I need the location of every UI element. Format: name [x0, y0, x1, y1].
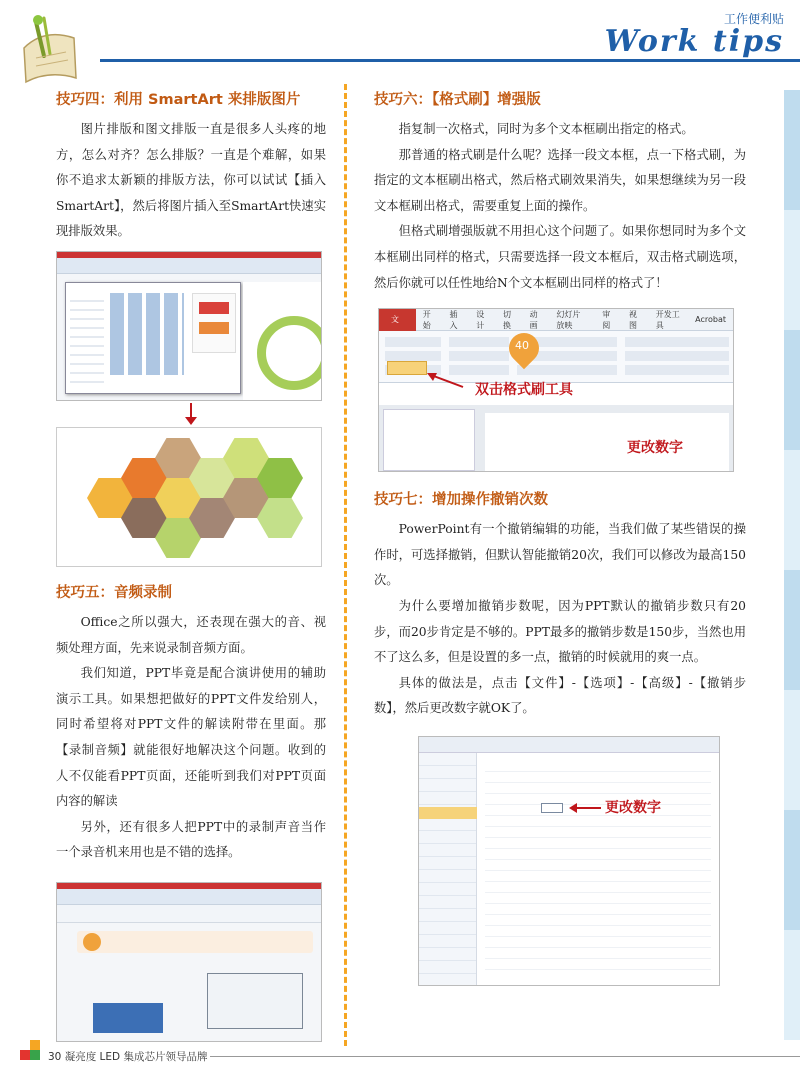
tab-design: 设计 — [476, 309, 485, 330]
page-number: 30 — [48, 1051, 62, 1063]
tab-home: 开始 — [422, 309, 431, 330]
scroll-logo-icon — [14, 8, 86, 88]
tip7-title: 技巧七：增加操作撤销次数 — [374, 492, 548, 509]
tip5-paragraph-3: 另外，还有很多人把PPT中的录制声音当作一个录音机来用也是不错的选择。 — [56, 819, 326, 860]
left-column — [56, 88, 326, 1042]
change-number-annotation: 更改数字 — [605, 799, 661, 816]
tip4-title: 技巧四：利用 SmartArt 来排版图片 — [56, 92, 301, 108]
tip6-paragraph-3: 但格式刷增强版就不用担心这个问题了。如果你想同时为多个文本框刷出同样的格式，只需要选择一段文本框后，双击格式刷选项，然后你就可以任性地给N个文本框刷出同样的格式了！ — [374, 224, 746, 290]
tip7-paragraph-3: 具体的做法是，点击【文件】-【选项】-【高级】-【撤销步数】，然后更改数字就OK了。 — [374, 675, 746, 716]
header-title: Work tips — [604, 24, 784, 59]
format-painter-screenshot — [378, 308, 734, 472]
ribbon-bar — [57, 883, 321, 905]
tip6-paragraph-2: 那普通的格式刷是什么呢？选择一段文本框，点一下格式刷，为指定的文本框刷出格式，然后格式刷效果消失，如果想继续为另一段文本框刷出格式，需要重复上面的操作。 — [374, 147, 746, 213]
tip6-title: 技巧六：【格式刷】增强版 — [374, 92, 541, 108]
tab-developer: 开发工具 — [655, 309, 680, 330]
slide-preview — [243, 282, 321, 400]
tip5-paragraph-1: Office之所以强大，还表现在强大的音、视频处理方面，先来说录制音频方面。 — [56, 614, 326, 655]
double-click-annotation: 双击格式刷工具 — [475, 382, 573, 399]
options-sidebar — [419, 753, 477, 985]
footer-square-green — [30, 1050, 40, 1060]
footer-rule — [210, 1056, 800, 1057]
tip6-paragraph-1: 指复制一次格式，同时为多个文本框刷出指定的格式。 — [398, 122, 694, 136]
arrow-icon — [567, 799, 603, 817]
tip7-paragraph-1: PowerPoint有一个撤销编辑的功能，当我们做了某些错误的操作时，可选择撤销，但默认智能撤销20次，我们可以修改为最高150次。 — [374, 522, 746, 588]
tab-view: 视图 — [628, 309, 637, 330]
tab-slideshow: 幻灯片放映 — [556, 309, 581, 330]
tab-file: 文 — [379, 309, 416, 331]
number-badge-value: 40 — [515, 339, 529, 353]
tip4-paragraph: 图片排版和图文排版一直是很多人头疼的地方，怎么对齐？怎么排版？一直是个难解，如果你不追求太新颖的排版方法，你可以试试【插入 SmartArt】，然后将图片插入至SmartArt快速实现排版效果。 — [56, 122, 326, 239]
tab-acrobat: Acrobat — [695, 315, 727, 325]
smartart-dialog-screenshot — [56, 251, 322, 401]
tip7-paragraph-2: 为什么要增加撤销步数呢，因为PPT默认的撤销步数只有20步，而20步肯定是不够的。PPT最多的撤销步数是150步，当然也用不了这么多，但是设置的多一点，撤销的时候就用的爽一点。 — [374, 598, 746, 665]
hexagon-layout-screenshot — [56, 427, 322, 567]
footer-square-red — [20, 1050, 30, 1060]
arrow-icon — [425, 369, 465, 393]
tip5-title: 技巧五：音频录制 — [56, 584, 172, 601]
format-painter-button — [387, 361, 427, 375]
smartart-dialog — [65, 282, 241, 394]
undo-steps-field — [541, 803, 563, 813]
dialog-titlebar — [419, 737, 719, 753]
header-rule — [100, 59, 800, 62]
change-number-annotation: 更改数字 — [627, 440, 683, 457]
page-edge-decoration — [784, 90, 800, 1040]
footer — [48, 1049, 207, 1064]
footer-brand: 凝亮度 LED 集成芯片领导品牌 — [64, 1051, 208, 1063]
header-subtitle: 工作便利贴 — [723, 12, 784, 26]
tip5-paragraph-2: 我们知道，PPT毕竟是配合演讲使用的辅助演示工具。如果想把做好的PPT文件发给别人，同时希望将对PPT文件的解读附带在里面。那【录制音频】就能很好地解决这个问题。收到的人不仅能看PPT页面，还能听到我们对PPT页面内容的解读 — [56, 666, 326, 809]
column-divider — [344, 84, 347, 1046]
right-column — [374, 88, 746, 986]
ribbon-bar — [57, 252, 321, 274]
down-arrow-icon — [190, 403, 192, 417]
record-sound-dialog — [207, 973, 303, 1029]
ribbon-tabs — [379, 309, 733, 331]
options-body — [485, 761, 711, 977]
tab-animations: 动画 — [529, 309, 538, 330]
footer-square-orange — [30, 1040, 40, 1050]
tab-transitions: 切换 — [502, 309, 511, 330]
record-audio-screenshot — [56, 882, 322, 1042]
tab-review: 审阅 — [602, 309, 611, 330]
options-sidebar-selected-item — [419, 807, 477, 819]
tab-insert: 插入 — [449, 309, 458, 330]
powerpoint-options-screenshot — [418, 736, 720, 986]
